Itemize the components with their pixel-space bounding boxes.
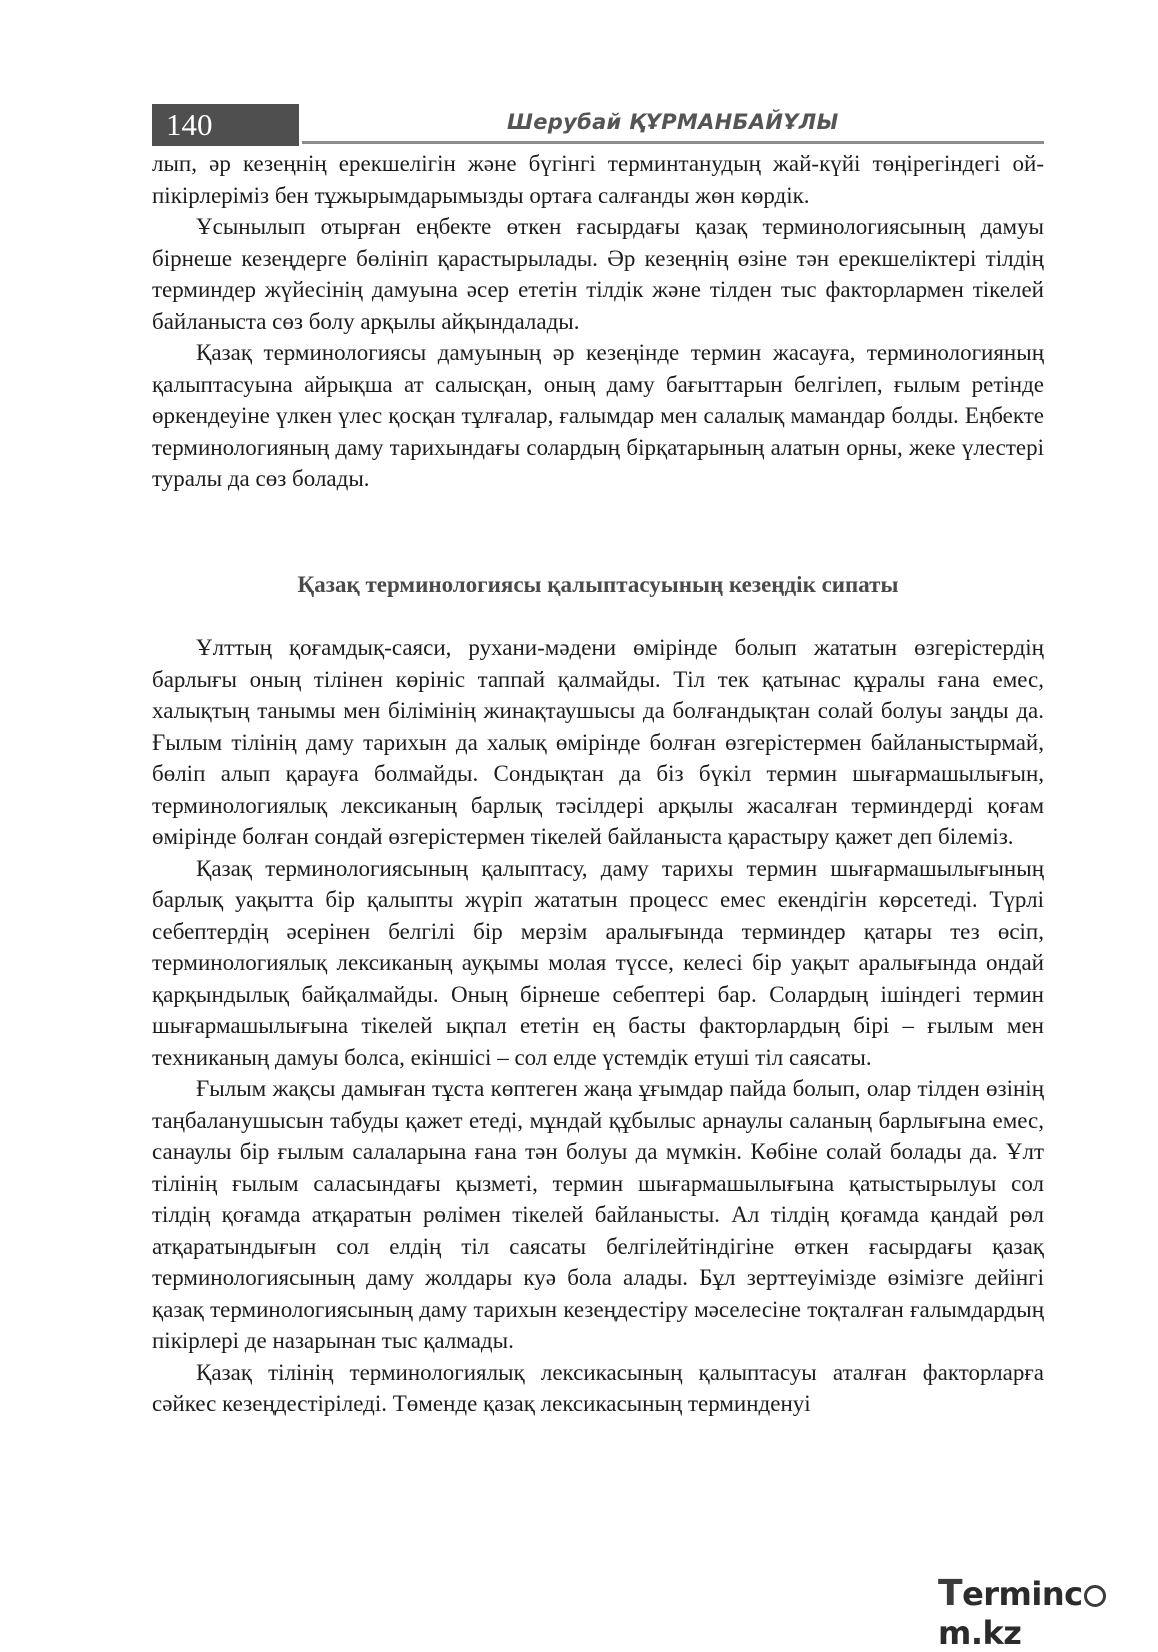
watermark-circle-icon <box>1084 1585 1106 1607</box>
termincom-watermark <box>938 1573 1158 1652</box>
watermark-text-1: ermin <box>962 1575 1065 1613</box>
paragraph: Қазақ тілінің терминологиялық лексикасының қалыптасуы аталған факторларға сәйкес кезеңдестіріледі. Төменде қазақ лексикасының терминденуі <box>152 1359 1044 1416</box>
paragraph: Қазақ терминологиясының қалыптасу, даму тарихы термин шығармашылығының барлық уақытта бір қалыпты жүріп жататын процесс емес екендігін көрсетеді. Түрлі себептердің әсерінен белгілі бір мерзім аралығында терминдер қатары тез өсіп, терминологиялық лексиканың ауқымы молая түссе, келесі бір уақыт аралығында ондай қарқындылық байқалмайды. Оның бірнеше себептері бар. Солардың ішіндегі термин шығармашылығына тікелей ықпал ететін ең басты факторлардың бірі – ғылым мен техниканың дамуы болса, екіншісі – сол елде үстемдік етуші тіл саясаты. <box>152 855 1044 1070</box>
paragraph-continued: лып, әр кезеңнің ерекшелігін және бүгінгі терминтанудың жай-күйі төңірегіндегі ой-пікірлеріміз бен тұжырымдарымызды ортаға салғанды жөн көрдік. <box>152 151 1044 208</box>
page-number: 140 <box>166 107 213 142</box>
watermark-text-3: m.kz <box>938 1614 1022 1652</box>
page-number-box <box>152 104 299 146</box>
paragraph: Ұлттың қоғамдық-саяси, рухани-мәдени өмірінде болып жататын өзгерістердің барлығы оның тілінен көрініс таппай қалмайды. Тіл тек қатынас құралы ғана емес, халықтың танымы мен білімінің жинақтаушысы да болғандықтан солай болуы заңды да. Ғылым тілінің даму тарихын да халық өмірінде болған өзгерістермен байланыстырмай, бөліп алып қарауға болмайды. Сондықтан да біз бүкіл термин шығармашылығын, терминологиялық лексиканың барлық тәсілдері арқылы жасалған терминдерді қоғам өмірінде болған сондай өзгерістермен тікелей байланыста қарастыру қажет деп білеміз. <box>152 635 1044 849</box>
page-header <box>152 104 1044 146</box>
paragraph: Ұсынылып отырған еңбекте өткен ғасырдағы қазақ терминологиясының дамуы бірнеше кезеңдерге бөлініп қарастырылады. Әр кезеңнің өзіне тән ерекшеліктері тілдің терминдер жүйесінің дамуына әсер ететін тілдік және тілден тыс факторлармен тікелей байланыста сөз болу арқылы айқындалады. <box>152 214 1044 334</box>
watermark-letter-t: T <box>938 1573 963 1614</box>
header-rule <box>302 141 1044 144</box>
section-title: Қазақ терминологиясы қалыптасуының кезеңдік сипаты <box>297 571 899 597</box>
paragraph: Қазақ терминологиясы дамуының әр кезеңінде термин жасауға, терминологияның қалыптасуына айрықша ат салысқан, оның даму бағыттарын белгілеп, ғылым ретінде өркендеуіне үлкен үлес қосқан тұлғалар, ғалымдар мен салалық мамандар болды. Еңбекте терминологияның даму тарихындағы солардың бірқатарының алатын орны, жеке үлестері туралы да сөз болады. <box>152 340 1044 491</box>
paragraph: Ғылым жақсы дамыған тұста көптеген жаңа ұғымдар пайда болып, олар тілден өзінің таңбаланушысын табуды қажет етеді, мұндай құбылыс арнаулы саланың барлығына емес, санаулы бір ғылым салаларына ғана тән болуы да мүмкін. Көбіне солай болады да. Ұлт тілінің ғылым саласындағы қызметі, термин шығармашылығына қатыстырылуы сол тілдің қоғамда атқаратын рөлімен тікелей байланысты. Ал тілдің қоғамда қандай рөл атқаратындығын сол елдің тіл саясаты белгілейтіндігіне өткен ғасырдағы қазақ терминологиясының даму жолдары куә бола алады. Бұл зерттеуімізде өзімізге дейінгі қазақ терминологиясының даму тарихын кезеңдестіру мәселесіне тоқталған ғалымдардың пікірлері де назарынан тыс қалмады. <box>152 1076 1044 1353</box>
running-head-author: Шерубай ҚҰРМАНБАЙҰЛЫ <box>507 110 839 134</box>
page-body <box>152 148 1044 1420</box>
watermark-text-2: c <box>1064 1575 1083 1613</box>
